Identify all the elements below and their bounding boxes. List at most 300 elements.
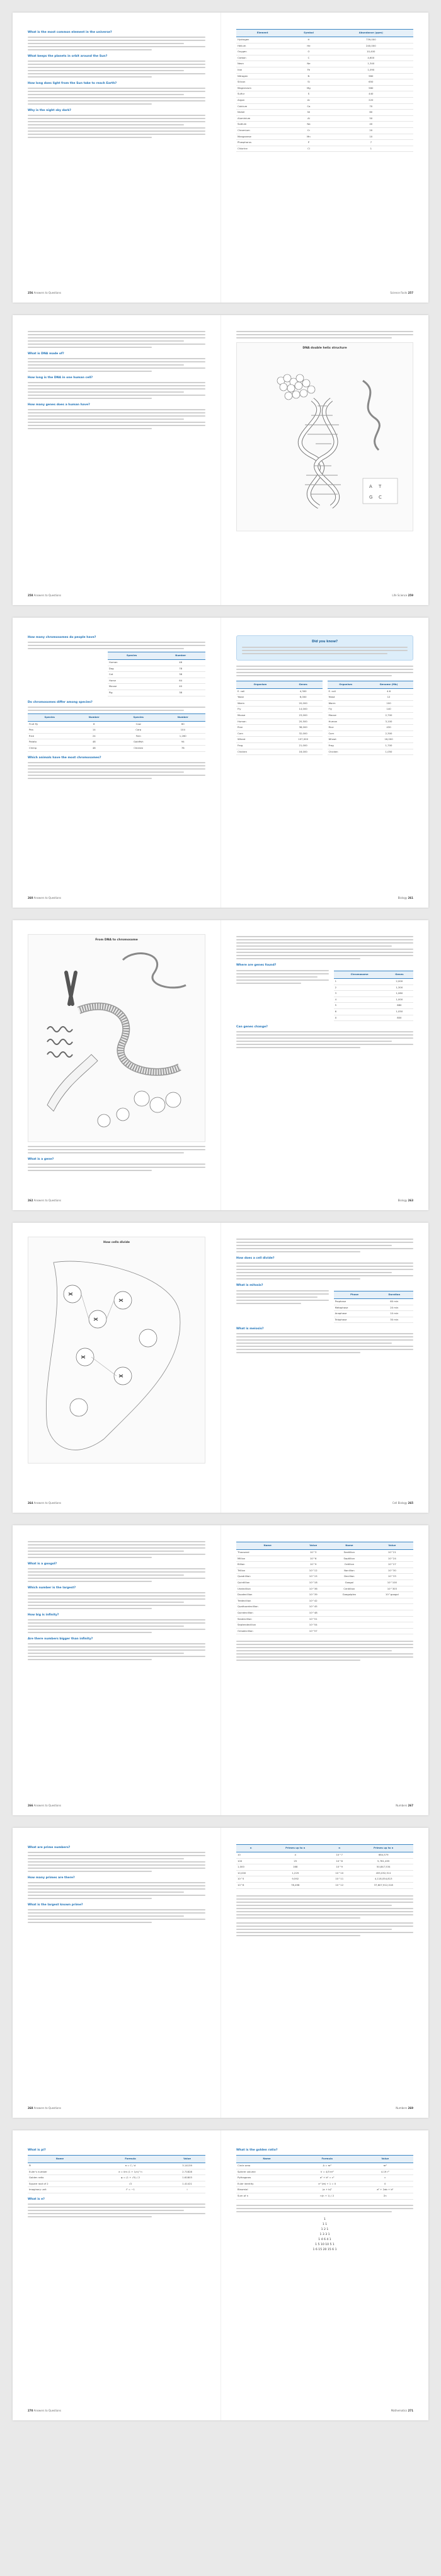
table-cell: 46 (156, 660, 205, 666)
table-cell (328, 1610, 371, 1616)
book-spread-8 (13, 2130, 428, 2420)
table-cell: 64 (156, 678, 205, 684)
table-cell: 5 (334, 1003, 386, 1009)
table-row (236, 2193, 413, 2199)
page-right: What is the golden ratio? Name Formula Value Circle area A = πr² πr² Sphere volume V = 4/3 πr³ 4.19 r³ Pythagoras a² + b² = c² c Euler identity e^(iπ) + 1 = 0 0 Binomial (a + b)² a² + 2ab + b² Sum of n n(n + 1) / 2 Σn 1 1 1 1 2 1 1 3 3 1 1 4 6 4 1 1 5 10 10 5 1 1 6 15 20 15 6 1 Mathematics 271 (220, 2130, 428, 2420)
table-cell: φ = (1 + √5) / 2 (92, 2175, 169, 2181)
table-row (108, 678, 205, 684)
table-cell: X (334, 1015, 386, 1021)
question-heading: What is the largest known prime? (28, 1903, 83, 1907)
table-cell: 10^42 (299, 1598, 328, 1604)
table-cell: 1,050 (386, 1008, 413, 1015)
page-number: 271 (408, 2409, 413, 2412)
table-cell: Undecillion (236, 1586, 299, 1592)
table-row (236, 719, 323, 725)
table-row (328, 719, 414, 725)
table-cell: Nonillion (328, 1568, 371, 1574)
table-cell: Fern (117, 733, 160, 739)
table-cell: Fe (289, 67, 328, 73)
table-cell: 40 (156, 684, 205, 690)
table-cell: Frog (328, 742, 364, 749)
table-cell: A = πr² (297, 2163, 357, 2169)
geometry-formula-table: Name Formula Value Circle area A = πr² πr² Sphere volume V = 4/3 πr³ 4.19 r³ Pythagoras a² + b² = c² c Euler identity e^(iπ) + 1 = 0 0 Binomial (a + b)² a² + 2ab + b² Sum of n n(n + 1) / 2 Σn (236, 2155, 413, 2200)
table-cell: 8 (71, 721, 117, 727)
page-number: 261 (408, 896, 413, 899)
table-cell: Ni (289, 110, 328, 116)
page-left: What is a googol? Which number is the largest? How big is infinity? Are there numbers bigger than infinity? 266 Answers to Questions (13, 1525, 220, 1815)
table-cell: 10^24 (371, 1556, 413, 1562)
table-cell: 37,607,912,018 (353, 1882, 413, 1888)
table-row (236, 695, 323, 701)
chromosome-illustration (28, 935, 205, 1143)
table-row (236, 1616, 413, 1622)
page-right: Name Value Name Value Thousand 10^3 Sextillion 10^21 Million 10^6 Septillion 10^24 Billion 10^9 Octillion 10^27 Trillion 10^12 Nonillion 10^30 Quadrillion 10^15 Decillion 10^33 Quintillion 10^18 Googol 10^100 Undecillion 10^36 Centillion 10^303 Duodecillion 10^39 Googolplex 10^googol Tredecillion 10^42 Quattuordecillion 10^45 Quindecillion 10^48 Sexdecillion 10^51 Septendecillion 10^54 Octodecillion 10^57 Numbers 267 (220, 1525, 428, 1815)
table-cell: 3,100 (364, 719, 413, 725)
table-cell: Human (108, 660, 156, 666)
pascal-row: 1 1 (322, 2222, 328, 2226)
table-cell: πr² (357, 2163, 413, 2169)
table-cell: Sodium (236, 122, 289, 128)
table-cell: 10^3 (299, 1550, 328, 1556)
table-cell: Mg (289, 85, 328, 91)
table-cell (371, 1598, 413, 1604)
table-cell: Sum of n (236, 2193, 297, 2199)
table-row (236, 1550, 413, 1556)
table-row (236, 85, 413, 91)
pascal-row: 1 4 6 4 1 (318, 2238, 331, 2241)
table-cell: 0 (357, 2181, 413, 2187)
table-cell: Telophase (334, 1317, 375, 1323)
table-cell: 739,000 (329, 37, 413, 43)
table-cell (371, 1610, 413, 1616)
table-cell: Googol (328, 1580, 371, 1586)
table-cell: Horse (108, 678, 156, 684)
table-cell: 10,000 (236, 1870, 265, 1876)
table-cell: Potato (28, 739, 71, 746)
table-cell: Cr (289, 127, 328, 134)
table-row (28, 2163, 205, 2169)
table-cell: Iron (236, 67, 289, 73)
pascal-row: 1 3 3 1 (319, 2232, 330, 2236)
table-row (334, 1299, 413, 1305)
table-row (236, 110, 413, 116)
table-row (236, 103, 413, 110)
table-cell: 10 (329, 134, 413, 140)
table-cell: Trillion (236, 1568, 299, 1574)
table-cell: 78 (160, 745, 205, 751)
table-cell: 1,000 (386, 996, 413, 1003)
table-cell: 1,340 (329, 61, 413, 67)
page-left: What is pi? Name Formula Value Pi π = C / d 3.14159 Euler's number e = lim (1 + 1/n)^n 2.71828 Golden ratio φ = (1 + √5) / 2 1.61803 Square root of 2 √2 1.41421 Imaginary unit i² = −1 i What is e? 270 Answers to Questions (13, 2130, 220, 2420)
table-cell: 1 (329, 146, 413, 152)
table-cell: Yeast (328, 695, 364, 701)
table-cell: C (289, 55, 328, 61)
table-cell: 1,000 (236, 1864, 265, 1871)
table-cell: Al (289, 115, 328, 122)
table-cell: Quindecillion (236, 1610, 299, 1616)
table-cell: 40 (329, 122, 413, 128)
table-cell: 430 (364, 725, 413, 731)
dna-figure (236, 342, 413, 531)
table-row (236, 749, 323, 755)
table-row (236, 1562, 413, 1568)
table-cell: Chicken (117, 745, 160, 751)
table-cell: 1,229 (265, 1870, 325, 1876)
table-cell: 1,260 (160, 733, 205, 739)
table-cell: Human (328, 719, 364, 725)
table-cell (328, 1604, 371, 1610)
page-right: n Primes up to n n Primes up to n 10 4 10^7 664,579 100 25 10^8 5,761,455 1,000 168 10^9 50,847,534 10,000 1,229 10^10 455,052,511 10^5 9,592 10^11 4,118,054,813 10^6 78,498 10^12 37,607,912,018 Numbers 269 (220, 1828, 428, 2118)
table-cell: 38 (156, 672, 205, 678)
table-row (328, 688, 414, 695)
page-left: What is the most common element in the universe? What keeps the planets in orbit around the Sun? How long does light from the Sun take to reach Earth? Why is the night sky dark? 256 Answers to Questions (13, 13, 220, 303)
pascal-row: 1 6 15 20 15 6 1 (312, 2248, 337, 2251)
base-label: C (379, 495, 382, 500)
table-cell: Nickel (236, 110, 289, 116)
question-heading: What is mitosis? (236, 1284, 263, 1287)
table-cell: Oxygen (236, 49, 289, 55)
table-cell: 10^54 (299, 1622, 328, 1629)
table-cell: 10^303 (371, 1586, 413, 1592)
table-cell: Si (289, 79, 328, 86)
table-cell (328, 1622, 371, 1629)
page-number: 262 (28, 1199, 33, 1202)
table-cell: Cl (289, 146, 328, 152)
table-row (236, 43, 413, 49)
table-cell: a² + b² = c² (297, 2175, 357, 2181)
table-cell: 1,300 (386, 985, 413, 991)
table-cell: Anaphase (334, 1311, 375, 1317)
table-row (334, 1317, 413, 1323)
table-row (236, 1864, 413, 1871)
table-cell: Septendecillion (236, 1622, 299, 1629)
table-cell: 10^45 (299, 1604, 328, 1610)
page-number: 256 (28, 291, 33, 294)
table-cell: 10^9 (325, 1864, 353, 1871)
table-cell: Pea (28, 727, 71, 734)
table-cell: Chimp (28, 745, 71, 751)
book-spread-2 (13, 315, 428, 605)
page-number: 259 (408, 594, 413, 597)
table-cell: Imaginary unit (28, 2187, 92, 2193)
mitosis-phase-table: Phase Duration Prophase 60 min Metaphase 20 min Anaphase 10 min Telophase 30 min (334, 1291, 413, 1323)
table-row (236, 2181, 413, 2187)
table-cell: Silicon (236, 79, 289, 86)
table-row (236, 1568, 413, 1574)
page-left: What are prime numbers? How many primes are there? What is the largest known prime? 268 Answers to Questions (13, 1828, 220, 2118)
table-row (236, 122, 413, 128)
page-left: How cells divide 264 Answers to Questions (13, 1223, 220, 1513)
table-row (236, 67, 413, 73)
question-heading: Do chromosomes differ among species? (28, 700, 93, 704)
base-label: T (379, 484, 382, 489)
question-heading: What is DNA made of? (28, 352, 64, 355)
table-cell: P (289, 140, 328, 146)
table-cell: Thousand (236, 1550, 299, 1556)
table-cell: 14 (71, 727, 117, 734)
table-cell: Goldfish (117, 739, 160, 746)
table-row (334, 991, 413, 997)
table-cell: Rice (28, 733, 71, 739)
table-cell: 14,000 (284, 707, 323, 713)
table-cell: Nitrogen (236, 73, 289, 79)
table-cell: 168 (265, 1864, 325, 1871)
table-cell: 10^12 (325, 1882, 353, 1888)
info-box (236, 635, 413, 661)
element-table: Element Symbol Abundance (ppm) Hydrogen H 739,000 Helium He 240,000 Oxygen O 10,400 Carbon C 4,600 Neon Ne 1,340 Iron Fe 1,090 Nitrogen N 960 Silicon Si 650 Magnesium Mg 580 Sulfur S 440 Argon Ar 220 Calcium Ca 70 Nickel Ni 60 Aluminium Al 50 Sodium Na 40 Chromium Cr 20 Manganese Mn 10 Phosphorus P 7 Chlorine Cl 1 (236, 29, 413, 152)
table-cell: 10,400 (329, 49, 413, 55)
table-cell: 48 (71, 739, 117, 746)
question-heading: Can genes change? (236, 1025, 268, 1029)
table-cell: Decillion (328, 1574, 371, 1580)
table-cell: Rice (328, 725, 364, 731)
table-row (236, 140, 413, 146)
table-cell: 10^10 (325, 1870, 353, 1876)
table-cell: Frog (236, 742, 284, 749)
table-cell: 38 (156, 690, 205, 696)
page-right: How does a cell divide? What is mitosis? Phase Duration Prophase 60 min Metaphase 20 min Anaphase 10 min Telophase 30 min What is meiosis? Cell Biology 265 (220, 1223, 428, 1513)
question-heading: What is a gene? (28, 1158, 54, 1161)
table-cell: 70 (329, 103, 413, 110)
question-heading: Are there numbers bigger than infinity? (28, 1637, 93, 1641)
table-cell: 25 (265, 1858, 325, 1864)
table-row (108, 672, 205, 678)
page-number: 266 (28, 1804, 33, 1807)
question-heading: What is e? (28, 2197, 45, 2201)
table-cell: 880 (386, 1003, 413, 1009)
table-cell: 10^9 (299, 1562, 328, 1568)
table-cell: 48 (71, 745, 117, 751)
table-cell: Cow (117, 721, 160, 727)
table-cell: Prophase (334, 1299, 375, 1305)
table-cell: Octodecillion (236, 1628, 299, 1634)
table-row (236, 49, 413, 55)
table-cell: Dog (108, 666, 156, 672)
table-cell: Na (289, 122, 328, 128)
table-cell: Pig (108, 690, 156, 696)
table-row (236, 700, 323, 707)
table-cell: 20,000 (284, 700, 323, 707)
table-row (328, 712, 414, 719)
table-cell: 664,579 (353, 1852, 413, 1859)
table-cell: Helium (236, 43, 289, 49)
page-number: 257 (408, 291, 413, 294)
table-cell: 240,000 (329, 43, 413, 49)
table-cell: Golden ratio (28, 2175, 92, 2181)
table-cell: E. coli (236, 688, 284, 695)
table-cell: 455,052,511 (353, 1870, 413, 1876)
table-row (108, 666, 205, 672)
table-row (108, 660, 205, 666)
question-heading: How long is the DNA in one human cell? (28, 376, 93, 379)
table-cell: 100 (364, 700, 413, 707)
table-row (236, 707, 323, 713)
table-cell: 4 (265, 1852, 325, 1859)
table-cell: Fly (236, 707, 284, 713)
table-row (236, 1622, 413, 1629)
table-cell: e = lim (1 + 1/n)^n (92, 2169, 169, 2175)
table-row (28, 2181, 205, 2187)
question-heading: What are prime numbers? (28, 1846, 71, 1849)
book-spread-5 (13, 1223, 428, 1513)
table-row (328, 695, 414, 701)
page-right: Where are genes found? Chromosome Genes 1 2,000 2 1,300 3 1,080 4 1,000 5 880 6 1,050 X 800 Can genes change? Biology 263 (220, 920, 428, 1210)
table-row (236, 37, 413, 43)
table-cell: Square root of 2 (28, 2181, 92, 2187)
info-box-title: Did you know? (311, 640, 338, 644)
chromosome-count-table: Species Number Human 46 Dog 78 Cat 38 Horse 64 Mouse 40 Pig 38 (108, 652, 205, 696)
table-row (236, 2169, 413, 2175)
table-cell: Ca (289, 103, 328, 110)
table-cell: Million (236, 1556, 299, 1562)
table-row (236, 1628, 413, 1634)
table-cell: 220 (329, 97, 413, 103)
table-cell: Manganese (236, 134, 289, 140)
question-heading: What is meiosis? (236, 1327, 264, 1331)
table-row (236, 55, 413, 61)
table-cell: 107,000 (284, 737, 323, 743)
table-row (334, 1015, 413, 1021)
table-cell: O (289, 49, 328, 55)
figure-title: How cells divide (103, 1241, 130, 1244)
page-left: From DNA to chromosome What is a gene? 262 Answers to Questions (13, 920, 220, 1210)
table-cell: N (289, 73, 328, 79)
table-cell: 2,700 (364, 712, 413, 719)
table-row (236, 1604, 413, 1610)
table-row (334, 1008, 413, 1015)
table-cell: Quadrillion (236, 1574, 299, 1580)
page-right: Element Symbol Abundance (ppm) Hydrogen H 739,000 Helium He 240,000 Oxygen O 10,400 Carbon C 4,600 Neon Ne 1,340 Iron Fe 1,090 Nitrogen N 960 Silicon Si 650 Magnesium Mg 580 Sulfur S 440 Argon Ar 220 Calcium Ca 70 Nickel Ni 60 Aluminium Al 50 Sodium Na 40 Chromium Cr 20 Manganese Mn 10 Phosphorus P 7 Chlorine Cl 1 Science Facts 257 (220, 13, 428, 303)
page-number: 263 (408, 1199, 413, 1202)
table-cell: 78 (156, 666, 205, 672)
table-cell: Corn (236, 731, 284, 737)
table-cell: (a + b)² (297, 2187, 357, 2193)
question-heading: How many genes does a human have? (28, 403, 90, 407)
table-row (236, 97, 413, 103)
dna-helix-illustration (237, 343, 413, 532)
table-row (236, 1556, 413, 1562)
table-cell: E. coli (328, 688, 364, 695)
page-number: 264 (28, 1501, 33, 1505)
prime-count-table: n Primes up to n n Primes up to n 10 4 10^7 664,579 100 25 10^8 5,761,455 1,000 168 10^9 50,847,534 10,000 1,229 10^10 455,052,511 10^5 9,592 10^11 4,118,054,813 10^6 78,498 10^12 37,607,912,018 (236, 1844, 413, 1889)
pascal-triangle (236, 2217, 413, 2253)
table-row (28, 733, 205, 739)
table-cell: Euler identity (236, 2181, 297, 2187)
table-cell: Carbon (236, 55, 289, 61)
table-cell: 10^6 (236, 1882, 265, 1888)
table-cell: Phosphorus (236, 140, 289, 146)
table-cell: 20 (329, 127, 413, 134)
table-cell: i (169, 2187, 205, 2193)
table-row (28, 2175, 205, 2181)
table-cell: Chicken (236, 749, 284, 755)
table-cell: 10^15 (299, 1574, 328, 1580)
species-pair-table: Species Number Species Number Fruit fly 8 Cow 60 Pea 14 Carp 104 Rice 24 Fern 1,260 Potato 48 Goldfish 94 Chimp 48 Chicken 78 (28, 713, 205, 752)
figure-title: From DNA to chromosome (95, 939, 138, 942)
table-row (236, 1580, 413, 1586)
table-cell: Magnesium (236, 85, 289, 91)
table-cell: H (289, 37, 328, 43)
base-label: G (369, 495, 373, 500)
table-cell: 32,000 (284, 731, 323, 737)
table-cell: 650 (329, 79, 413, 86)
table-cell: 10^100 (371, 1580, 413, 1586)
table-cell: 10^18 (299, 1580, 328, 1586)
table-cell: 3.14159 (169, 2163, 205, 2169)
table-cell: 10^21 (371, 1550, 413, 1556)
table-cell: 4,118,054,813 (353, 1876, 413, 1883)
question-heading: How big is infinity? (28, 1614, 59, 1617)
pascal-row: 1 5 10 10 5 1 (315, 2243, 335, 2246)
table-row (236, 1858, 413, 1864)
question-heading: What is the golden ratio? (236, 2149, 278, 2152)
table-cell (371, 1628, 413, 1634)
table-cell (328, 1616, 371, 1622)
table-cell: 1,090 (329, 67, 413, 73)
table-cell: 1,080 (386, 991, 413, 997)
table-cell: Mn (289, 134, 328, 140)
table-cell: 440 (329, 91, 413, 98)
table-cell: Sphere volume (236, 2169, 297, 2175)
table-row (236, 742, 323, 749)
table-cell: 10^48 (299, 1610, 328, 1616)
table-row (328, 707, 414, 713)
table-cell: e^(iπ) + 1 = 0 (297, 2181, 357, 2187)
table-cell: 960 (329, 73, 413, 79)
chromosome-gene-table: Chromosome Genes 1 2,000 2 1,300 3 1,080 4 1,000 5 880 6 1,050 X 800 (334, 971, 413, 1021)
table-row (334, 1003, 413, 1009)
table-row (28, 727, 205, 734)
table-cell: 21,000 (284, 742, 323, 749)
table-cell: 60 (329, 110, 413, 116)
table-cell: 5,761,455 (353, 1858, 413, 1864)
table-cell: 6 (334, 1008, 386, 1015)
table-row (108, 684, 205, 690)
table-row (236, 1598, 413, 1604)
question-heading: Which animals have the most chromosomes? (28, 756, 101, 760)
table-cell (371, 1604, 413, 1610)
table-cell: 10^6 (299, 1556, 328, 1562)
table-cell: Neon (236, 61, 289, 67)
question-heading: What is a googol? (28, 1562, 57, 1566)
table-cell: Human (236, 719, 284, 725)
table-row (108, 690, 205, 696)
table-cell: Aluminium (236, 115, 289, 122)
question-heading: What is pi? (28, 2149, 46, 2152)
constant-formula-table: Name Formula Value Pi π = C / d 3.14159 Euler's number e = lim (1 + 1/n)^n 2.71828 Golden ratio φ = (1 + √5) / 2 1.61803 Square root of 2 √2 1.41421 Imaginary unit i² = −1 i (28, 2155, 205, 2193)
page-right: Did you know? Organism Genes E. coli 4,300 Yeast 6,000 Worm 20,000 Fly 14,000 Mouse 23,000 Human 20,500 Rice 38,000 Corn 32,000 Wheat 107,000 Frog 21,000 Chicken 16,000 Organism Genome (Mb) E. coli 4.6 Yeast 12 Worm 100 Fly 140 Mouse 2,700 Human 3,100 Rice 430 Corn 2,300 Wheat 16,000 Frog 1,700 Chicken 1,050 Biology 261 (220, 618, 428, 908)
table-row (328, 725, 414, 731)
table-row (28, 721, 205, 727)
table-cell: Mouse (328, 712, 364, 719)
table-cell: 20 min (375, 1305, 413, 1311)
table-row (334, 996, 413, 1003)
table-cell: i² = −1 (92, 2187, 169, 2193)
table-cell: 20,500 (284, 719, 323, 725)
table-row (334, 979, 413, 985)
table-cell: 24 (71, 733, 117, 739)
table-row (28, 739, 205, 746)
table-cell: Sexdecillion (236, 1616, 299, 1622)
table-row (328, 749, 414, 755)
book-spread-4 (13, 920, 428, 1210)
table-cell: √2 (92, 2181, 169, 2187)
table-row (236, 127, 413, 134)
table-cell: He (289, 43, 328, 49)
table-row (236, 1574, 413, 1580)
table-cell (371, 1622, 413, 1629)
table-cell: 60 min (375, 1299, 413, 1305)
